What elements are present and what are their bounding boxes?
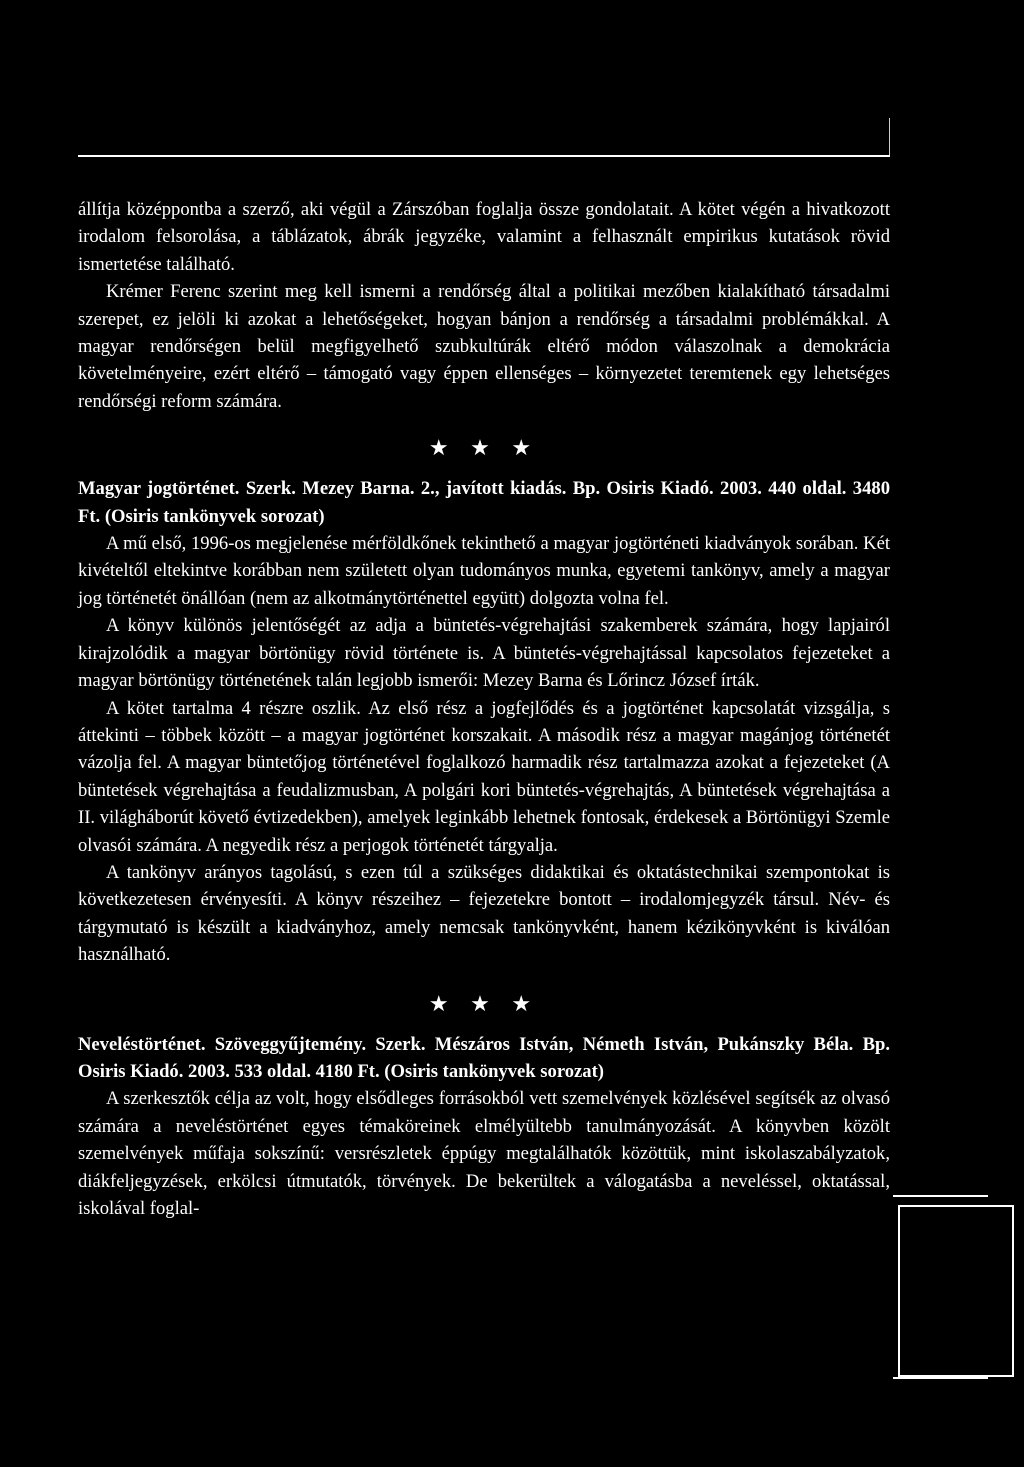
margin-frame-line bbox=[893, 1377, 988, 1379]
review1-paragraph: A könyv különös jelentőségét az adja a büntetés-végrehajtási szakemberek számára, hogy lapjairól kirajzolódik a magyar börtönügy rövid története is. A büntetés-végrehajtással kapcsolatos fejezeteket a magyar börtönügy történetének talán legjobb ismerői: Mezey Barna és Lőrincz József írták. bbox=[78, 615, 890, 692]
review-heading-title: Magyar jogtörténet. Szerk. Mezey Barna. 2., javított kiadás. Bp. Osiris Kiadó. 2003. 440 oldal. 3480 Ft. bbox=[78, 478, 890, 527]
review-heading-nevelestortenet: Neveléstörténet. Szöveggyűjtemény. Szerk. Mészáros István, Németh István, Pukánszky Béla. Bp. Osiris Kiadó. 2003. 533 oldal. 4180 Ft. (Osiris tankönyvek sorozat) bbox=[78, 1033, 890, 1082]
review-heading-jogtortenet bbox=[78, 475, 890, 530]
paragraph-continuation: állítja középpontba a szerző, aki végül a Zárszóban foglalja össze gondolatait. A kötet végén a hivatkozott irodalom felsorolása, a táblázatok, ábrák jegyzéke, valamint a felhasznált empirikus kutatások rövid ismertetése található. bbox=[78, 199, 890, 275]
review1-paragraph: A tankönyv arányos tagolású, s ezen túl a szükséges didaktikai és oktatástechnikai szempontokat is következetesen érvényesíti. A könyv részeihez – fejezetekre bontott – irodalomjegyzék társul. Név- és tárgymutató is készült a kiadványhoz, amely nemcsak tankönyvként, hanem kézikönyvként is kiválóan használható. bbox=[78, 861, 890, 966]
section-separator: ★ ★ ★ bbox=[428, 435, 540, 461]
margin-frame-box bbox=[898, 1205, 1014, 1377]
section-separator: ★ ★ ★ bbox=[428, 990, 540, 1016]
header-tick bbox=[889, 118, 890, 156]
paragraph-kremer: Krémer Ferenc szerint meg kell ismerni a rendőrség által a politikai mezőben kialakítható társadalmi szerepet, ez jelöli ki azokat a lehetőségeket, hogyan bánjon a rendőrség a társadalmi problémákkal. A magyar rendőrségen belül megfigyelhető szubkultúrák eltérő módon válaszolnak a demokrácia követelményeire, ezért eltérő – támogató vagy éppen ellenséges – környezetet teremtenek egy lehetséges rendőrségi reform számára. bbox=[78, 281, 890, 412]
review1-paragraph: A kötet tartalma 4 részre oszlik. Az első rész a jogfejlődés és a jogtörténet kapcsolatát vizsgálja, s áttekinti – többek között – a magyar jogtörténet korszakait. A második rész a magyar magánjog történetét vázolja fel. A magyar büntetőjog történetével foglalkozó harmadik rész tartalmazza azokat a fejezeteket (A büntetések végrehajtása a feudalizmusban, A polgári kori büntetés-végrehajtás, A büntetések végrehajtása a II. világháborút követő évtizedekben), amelyek leginkább lehetnek fontosak, érdekesek a Börtönügyi Szemle olvasói számára. A negyedik rész a perjogok történetét tárgyalja. bbox=[78, 697, 890, 856]
header-rule bbox=[78, 155, 890, 157]
review1-paragraph: A mű első, 1996-os megjelenése mérföldkőnek tekinthető a magyar jogtörténeti kiadványok sorában. Két kivételtől eltekintve korábban nem született olyan tudományos munka, egyetemi tankönyv, amely a magyar jog történetét önállóan (nem az alkotmánytörténettel együtt) dolgozta volna fel. bbox=[78, 533, 890, 609]
review2-paragraph: A szerkesztők célja az volt, hogy elsődleges forrásokból vett szemelvények közlésével segítsék az olvasó számára a neveléstörténet egyes témaköreinek elmélyültebb tanulmányozását. A könyvben közölt szemelvények műfaja sokszínű: versrészletek éppúgy megtalálhatók közöttük, mint iskolaszabályzatok, diákfeljegyzések, erkölcsi útmutatók, törvények. De bekerültek a válogatásba a neveléssel, oktatással, iskolával foglal- bbox=[78, 1088, 890, 1219]
page-body bbox=[78, 196, 890, 1222]
review-heading-series: (Osiris tankönyvek sorozat) bbox=[104, 505, 325, 527]
margin-frame-line bbox=[893, 1195, 988, 1197]
